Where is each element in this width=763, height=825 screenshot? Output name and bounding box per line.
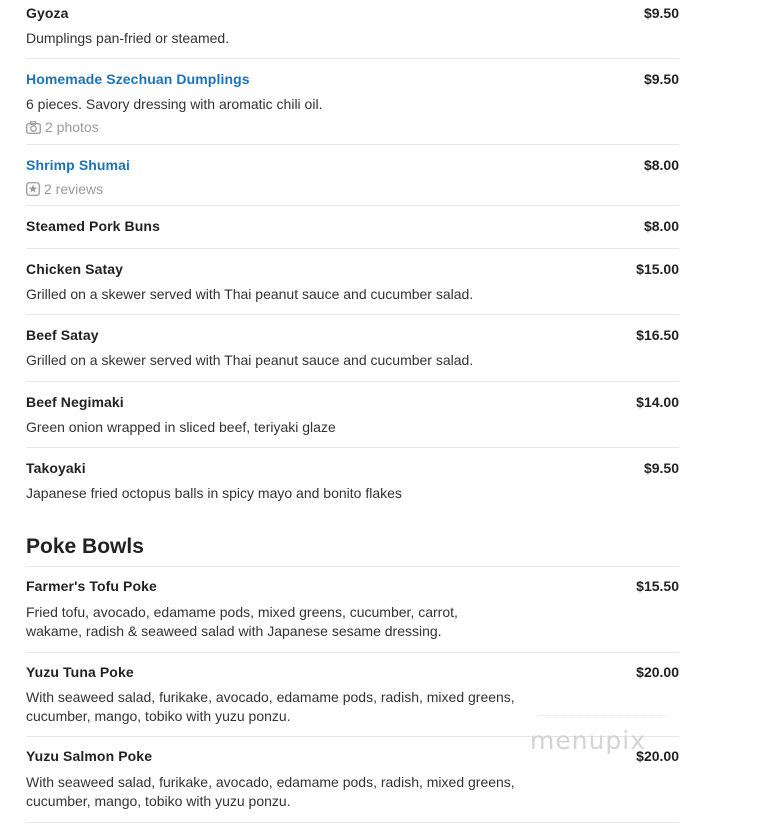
item-price: $15.00	[636, 261, 679, 277]
menu-item-yuzu-tuna-poke	[26, 653, 679, 737]
item-description: Green onion wrapped in sliced beef, teriyaki glaze	[26, 419, 336, 435]
menu-item-takoyaki	[26, 448, 679, 514]
item-name: Steamed Pork Buns	[26, 218, 160, 234]
menu-item-beef-satay	[26, 315, 679, 382]
item-name: Beef Negimaki	[26, 394, 124, 410]
item-price: $16.50	[636, 327, 679, 343]
item-name: Beef Satay	[26, 327, 99, 343]
menu-item-farmers-tofu-poke	[26, 567, 679, 653]
item-name: Yuzu Salmon Poke	[26, 748, 153, 764]
item-price: $9.50	[643, 71, 679, 87]
item-name: Chicken Satay	[26, 261, 124, 277]
item-price: $8.00	[643, 157, 679, 173]
item-price: $9.50	[643, 5, 679, 21]
menu-item-chicken-satay	[26, 249, 679, 315]
camera-icon	[26, 121, 41, 134]
photos-link[interactable]	[26, 119, 99, 135]
item-description: Japanese fried octopus balls in spicy mayo and bonito flakes	[26, 485, 402, 501]
item-description: 6 pieces. Savory dressing with aromatic chili oil.	[26, 96, 323, 112]
item-price: $15.50	[636, 578, 679, 594]
item-name: Yuzu Tuna Poke	[26, 664, 134, 680]
item-price: $9.50	[643, 460, 679, 476]
item-name: Gyoza	[26, 5, 69, 21]
item-description: Grilled on a skewer served with Thai peanut sauce and cucumber salad.	[26, 352, 474, 368]
item-description-line1: With seaweed salad, furikake, avocado, edamame pods, radish, mixed greens,	[26, 774, 515, 790]
item-name: Takoyaki	[26, 460, 86, 476]
item-description-line1: Fried tofu, avocado, edamame pods, mixed greens, cucumber, carrot,	[26, 604, 458, 620]
item-price: $20.00	[636, 664, 679, 680]
reviews-link[interactable]	[26, 181, 103, 197]
menu-item-gyoza	[26, 0, 679, 59]
reviews-count: 2 reviews	[44, 181, 104, 197]
section-title-poke-bowls: Poke Bowls	[26, 535, 144, 558]
item-description: Grilled on a skewer served with Thai peanut sauce and cucumber salad.	[26, 286, 474, 302]
item-price: $20.00	[636, 748, 679, 764]
menu-item-steamed-pork-buns	[26, 206, 679, 249]
watermark-logo: menupix	[530, 726, 647, 755]
item-price: $8.00	[643, 218, 679, 234]
item-description-line2: cucumber, mango, tobiko with yuzu ponzu.	[26, 708, 291, 724]
menu-item-szechuan-dumplings	[26, 59, 679, 145]
watermark-line	[538, 715, 668, 717]
item-description-line1: With seaweed salad, furikake, avocado, edamame pods, radish, mixed greens,	[26, 689, 515, 705]
item-name-link[interactable]: Homemade Szechuan Dumplings	[26, 71, 250, 87]
star-icon	[26, 182, 40, 196]
item-description-line2: wakame, radish & seaweed salad with Japanese sesame dressing.	[26, 623, 442, 639]
item-name-link[interactable]: Shrimp Shumai	[26, 157, 130, 173]
menu-item-beef-negimaki	[26, 382, 679, 448]
item-description: Dumplings pan-fried or steamed.	[26, 30, 230, 46]
menu-item-shrimp-shumai	[26, 145, 679, 206]
item-price: $14.00	[636, 394, 679, 410]
item-name: Farmer's Tofu Poke	[26, 578, 157, 594]
photos-count: 2 photos	[45, 119, 99, 135]
item-description-line2: cucumber, mango, tobiko with yuzu ponzu.	[26, 793, 291, 809]
